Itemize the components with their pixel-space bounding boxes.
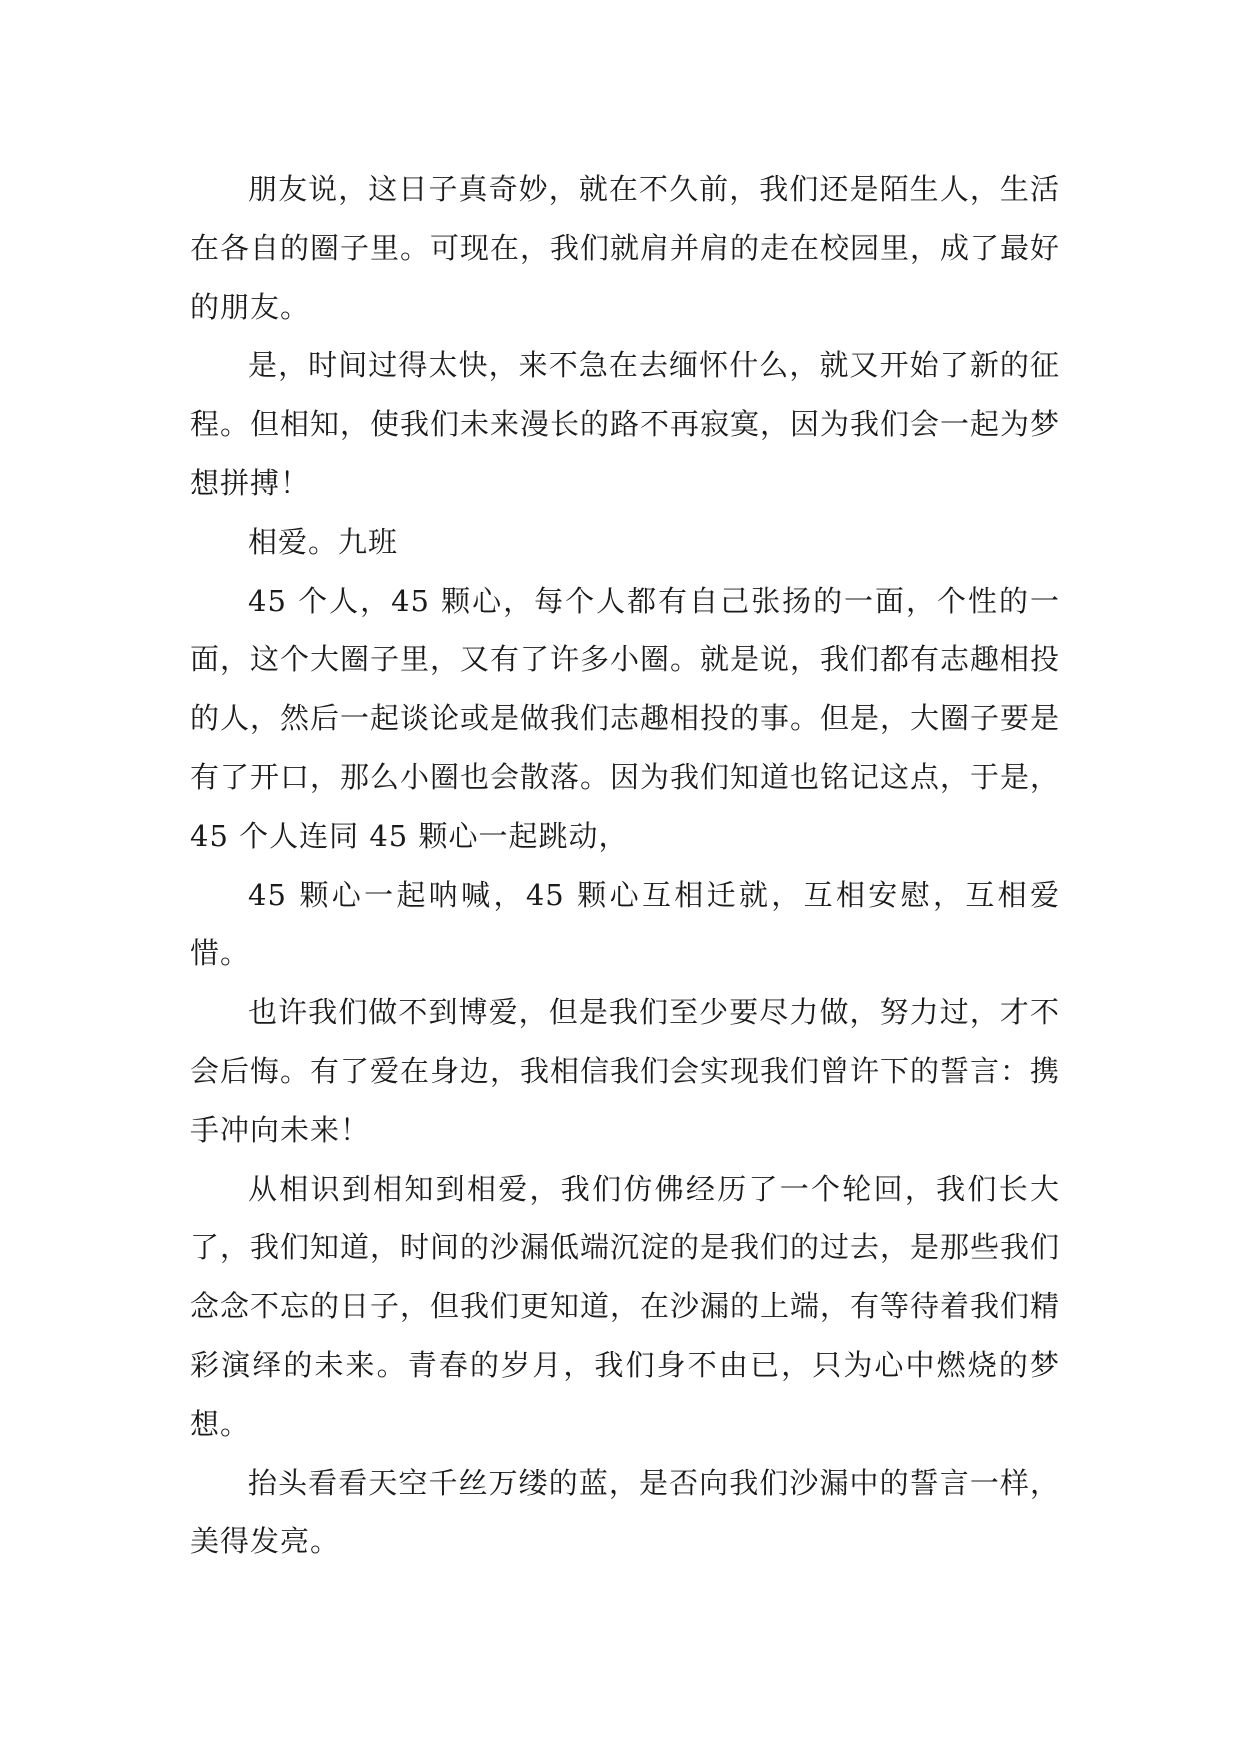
paragraph: 朋友说，这日子真奇妙，就在不久前，我们还是陌生人，生活在各自的圈子里。可现在，我们就肩并肩的走在校园里，成了最好的朋友。 [190,172,1061,324]
paragraph: 从相识到相知到相爱，我们仿佛经历了一个轮回，我们长大了，我们知道，时间的沙漏低端沉淀的是我们的过去，是那些我们念念不忘的日子，但我们更知道，在沙漏的上端，有等待着我们精彩演绎的未来。青春的岁月，我们身不由已，只为心中燃烧的梦想。 [190,1171,1061,1441]
paragraph: 45 个人，45 颗心，每个人都有自己张扬的一面，个性的一面，这个大圈子里，又有了许多小圈。就是说，我们都有志趣相投的人，然后一起谈论或是做我们志趣相投的事。但是，大圈子要是有了开口，那么小圈也会散落。因为我们知道也铭记这点，于是，45 个人连同 45 颗心一起跳动， [190,583,1061,853]
paragraph: 45 颗心一起呐喊，45 颗心互相迁就，互相安慰，互相爱惜。 [190,877,1060,971]
paragraph: 抬头看看天空千丝万缕的蓝，是否向我们沙漏中的誓言一样，美得发亮。 [190,1465,1060,1559]
body-text [190,160,1060,1571]
section-heading: 相爱。九班 [248,524,399,559]
paragraph: 也许我们做不到博爱，但是我们至少要尽力做，努力过，才不会后悔。有了爱在身边，我相信我们会实现我们曾许下的誓言：携手冲向未来！ [190,995,1061,1147]
paragraph: 是，时间过得太快，来不急在去缅怀什么，就又开始了新的征程。但相知，使我们未来漫长的路不再寂寞，因为我们会一起为梦想拼搏！ [190,348,1061,500]
